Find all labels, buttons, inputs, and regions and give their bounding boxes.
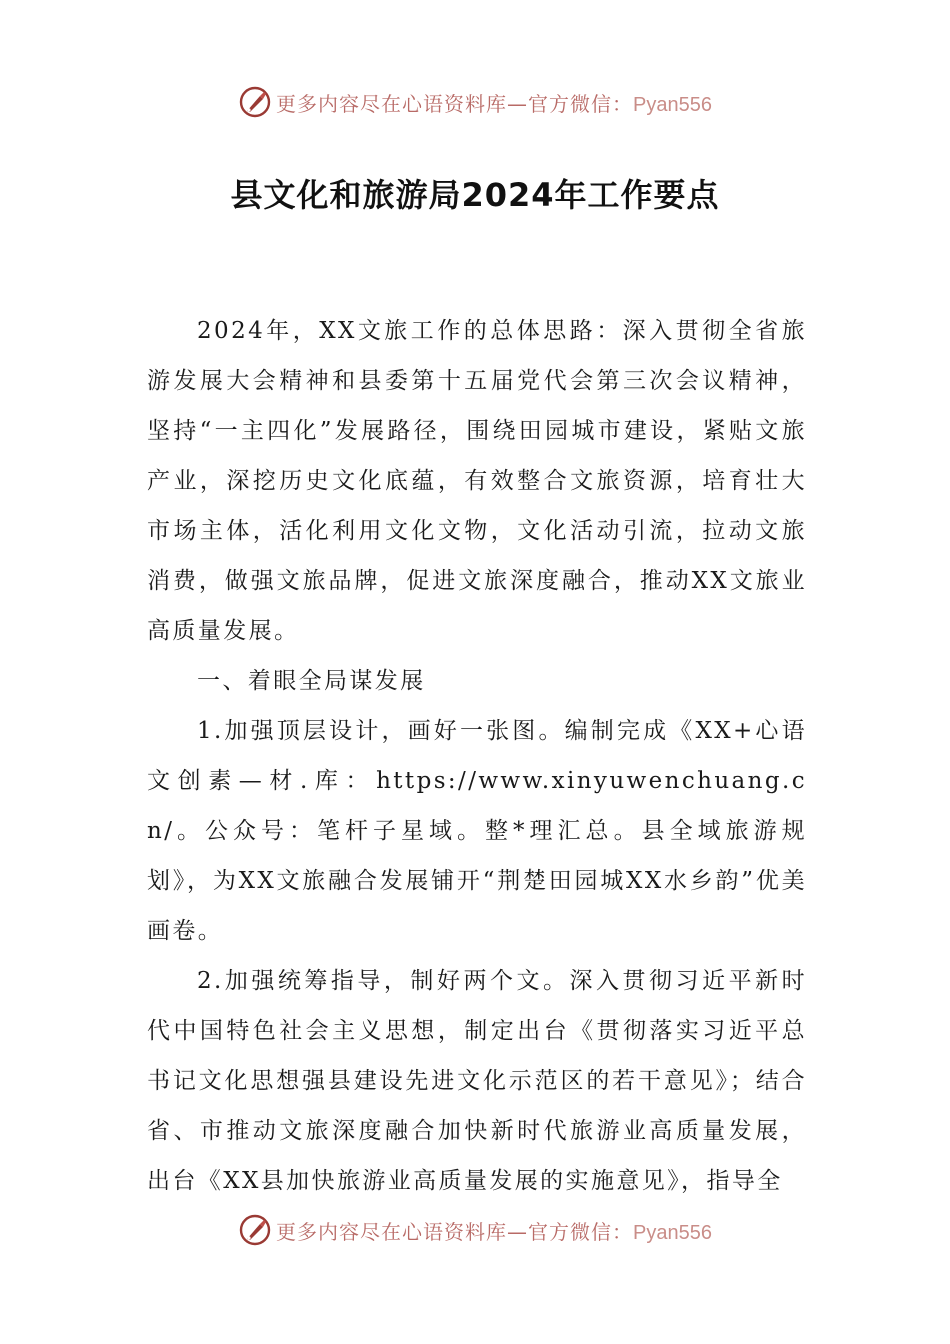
document-body xyxy=(147,306,807,1206)
watermark-label: 更多内容尽在心语资料库—官方微信： xyxy=(276,91,634,116)
header-watermark-banner xyxy=(0,80,950,124)
section-heading: 一、着眼全局谋发展 xyxy=(197,668,426,694)
document-title: 县文化和旅游局2024年工作要点 xyxy=(230,176,720,214)
watermark-wechat-handle: Pyan556 xyxy=(633,93,712,116)
paragraph-item-1: 1.加强顶层设计，画好一张图。编制完成《XX+心语文创素—材.库：https://www.xinyuwenchuang.cn/。公众号：笔杆子星域。整*理汇总。县全域旅游规划》，为XX文旅融合发展铺开“荆楚田园城XX水乡韵”优美画卷。 xyxy=(147,718,807,944)
paragraph-overview: 2024年，XX文旅工作的总体思路：深入贯彻全省旅游发展大会精神和县委第十五届党代会第三次会议精神，坚持“一主四化”发展路径，围绕田园城市建设，紧贴文旅产业，深挖历史文化底蕴，有效整合文旅资源，培育壮大市场主体，活化利用文化文物，文化活动引流，拉动文旅消费，做强文旅品牌，促进文旅深度融合，推动XX文旅业高质量发展。 xyxy=(147,318,807,644)
watermark-text xyxy=(276,88,712,117)
pen-nib-logo-icon xyxy=(238,1213,272,1247)
watermark-wechat-handle: Pyan556 xyxy=(633,1221,712,1244)
pen-nib-logo-icon xyxy=(238,85,272,119)
watermark-label: 更多内容尽在心语资料库—官方微信： xyxy=(276,1219,634,1244)
watermark-text xyxy=(276,1216,712,1245)
footer-watermark-banner xyxy=(0,1208,950,1252)
paragraph-item-2: 2.加强统筹指导，制好两个文。深入贯彻习近平新时代中国特色社会主义思想，制定出台《贯彻落实习近平总书记文化思想强县建设先进文化示范区的若干意见》；结合省、市推动文旅深度融合加快新时代旅游业高质量发展，出台《XX县加快旅游业高质量发展的实施意见》，指导全 xyxy=(147,968,807,1194)
